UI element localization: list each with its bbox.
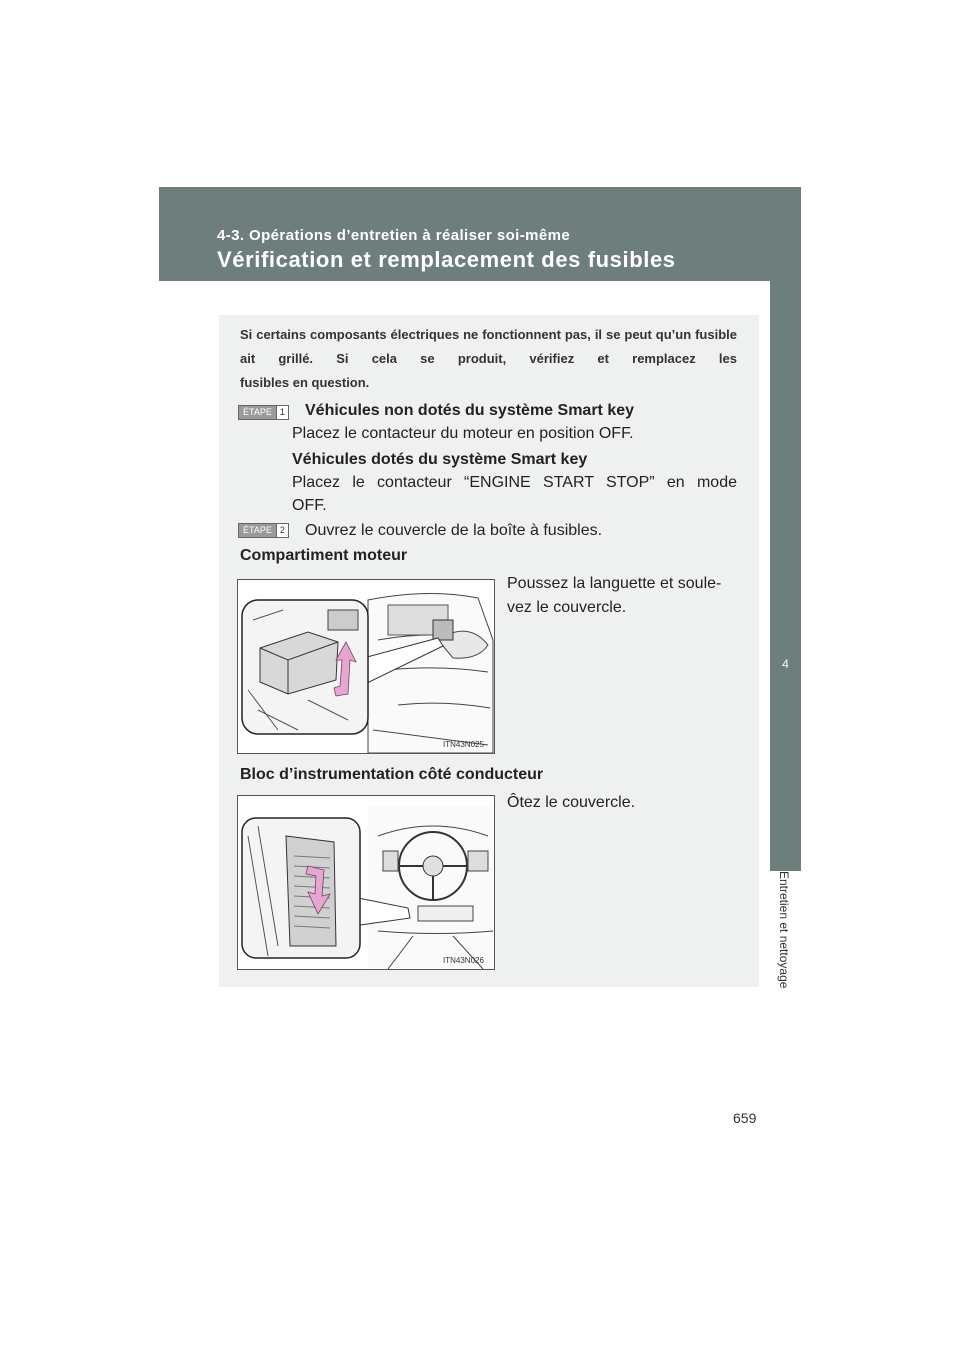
page-number: 659 [733,1110,757,1126]
intro-line: fusibles en question. [240,375,370,390]
step-1-heading-a: Véhicules non dotés du système Smart key [305,402,635,419]
dashboard-fusebox-illustration [237,795,495,970]
step-2-text: Ouvrez le couvercle de la boîte à fusibles. [305,522,603,539]
intro-line: qu’un fusible ait grillé. Si cela se produit, vérifiez et remplacez les [240,327,737,366]
engine-fusebox-illustration [237,579,495,754]
chapter-label [775,871,797,989]
step-1-text-b-line1: Placez le contacteur “ENGINE START STOP” en mode [292,474,737,491]
step-badge-label: ÉTAPE [239,524,276,537]
step-badge-number: 1 [276,406,288,419]
figure-code: ITN43N026 [443,956,484,965]
page-title: Vérification et remplacement des fusibles [217,247,676,272]
step-1-text-a: Placez le contacteur du moteur en position OFF. [292,425,634,442]
dashboard-instruction: Ôtez le couvercle. [507,794,636,811]
figure-code: ITN43N025 [443,740,484,749]
step-2-badge [238,523,289,538]
engine-instruction-line1: Poussez la languette et soule- [507,575,722,592]
chapter-header [159,187,801,281]
step-badge-number: 2 [276,524,288,537]
chapter-number: 4 [782,657,789,671]
engine-compartment-heading: Compartiment moteur [240,547,408,564]
engine-instruction-line2: vez le couvercle. [507,599,627,616]
dashboard-fusebox-heading: Bloc d’instrumentation côté conducteur [240,766,544,783]
content-panel [219,315,759,987]
section-subtitle: 4-3. Opérations d’entretien à réaliser soi-même [217,227,571,244]
step-badge-label: ÉTAPE [239,406,276,419]
intro-line: Si certains composants électriques ne fonctionnent pas, il se peut [240,327,652,342]
step-1-heading-b: Véhicules dotés du système Smart key [292,451,588,468]
chapter-label-text: Entretien et nettoyage [777,871,791,989]
intro-paragraph [240,323,737,395]
chapter-tab [770,281,801,871]
step-1-badge [238,405,289,420]
step-1-text-b-line2: OFF. [292,497,327,514]
